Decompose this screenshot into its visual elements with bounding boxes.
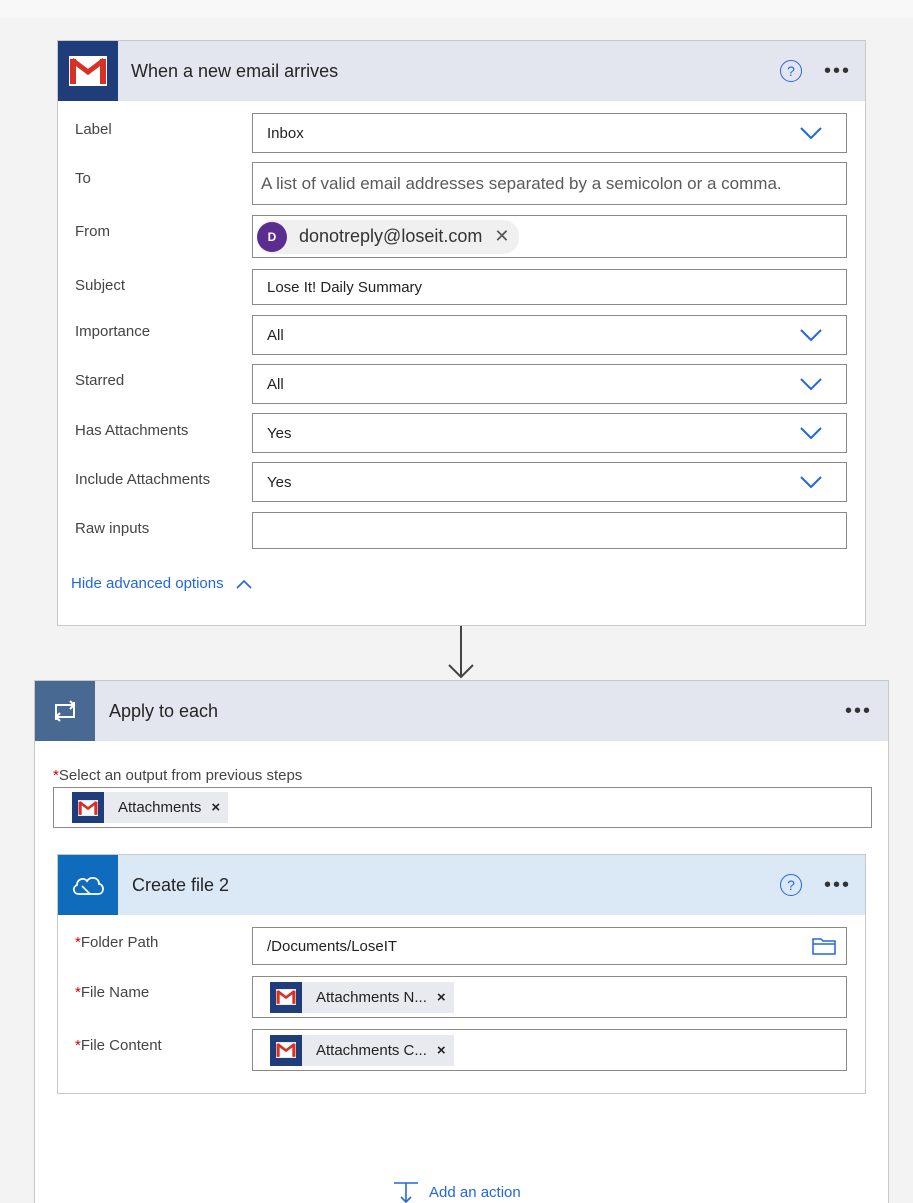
- subject-field-label: Subject: [75, 277, 126, 294]
- avatar: D: [257, 222, 287, 252]
- create-file-title: Create file 2: [132, 874, 230, 895]
- attachments-name-token-text: Attachments N...: [316, 988, 427, 1006]
- add-action-label: Add an action: [429, 1183, 521, 1201]
- apply-to-each-card: [34, 680, 889, 1203]
- attachments-token[interactable]: [72, 792, 228, 823]
- trigger-header[interactable]: [58, 41, 865, 101]
- gmail-icon: [72, 792, 104, 823]
- onedrive-icon-box: [58, 855, 118, 915]
- to-field-label: To: [75, 170, 91, 187]
- apply-to-each-header[interactable]: [35, 681, 888, 741]
- attachments-content-token[interactable]: [270, 1035, 454, 1066]
- trigger-title: When a new email arrives: [131, 60, 339, 81]
- has-attachments-row: [58, 413, 865, 453]
- more-options-icon[interactable]: •••: [823, 60, 851, 82]
- include-attachments-row: [58, 462, 865, 502]
- label-row: [58, 113, 865, 153]
- onedrive-icon: [70, 873, 106, 897]
- loop-icon: [50, 700, 80, 722]
- chevron-down-icon: [800, 127, 822, 139]
- required-mark: *: [53, 767, 59, 784]
- from-row: [58, 215, 865, 258]
- importance-field-label: Importance: [75, 323, 151, 340]
- file-content-input[interactable]: [252, 1029, 847, 1071]
- chevron-down-icon: [800, 329, 822, 341]
- add-action-icon: [393, 1181, 419, 1203]
- folder-path-label: *Folder Path: [75, 934, 159, 951]
- gmail-icon: [270, 982, 302, 1013]
- has-attachments-dropdown[interactable]: [252, 413, 847, 453]
- to-row: [58, 162, 865, 205]
- more-options-icon[interactable]: •••: [823, 874, 851, 896]
- label-value: Inbox: [267, 124, 304, 142]
- remove-token-icon[interactable]: ×: [436, 1041, 446, 1059]
- raw-inputs-input[interactable]: [252, 512, 847, 549]
- email-token-text: donotreply@loseit.com: [299, 226, 483, 246]
- chevron-down-icon: [800, 427, 822, 439]
- add-action-button[interactable]: [393, 1181, 521, 1203]
- starred-field-label: Starred: [75, 372, 125, 389]
- importance-dropdown[interactable]: [252, 315, 847, 355]
- hide-advanced-options-link[interactable]: [71, 575, 252, 592]
- select-output-label: [53, 767, 302, 784]
- to-input[interactable]: [252, 162, 847, 205]
- starred-row: [58, 364, 865, 404]
- starred-dropdown[interactable]: [252, 364, 847, 404]
- file-content-row: [58, 1029, 865, 1071]
- gmail-icon-box: [58, 41, 118, 101]
- starred-value: All: [267, 375, 284, 393]
- importance-value: All: [267, 326, 284, 344]
- from-field-label: From: [75, 223, 110, 240]
- apply-to-each-title: Apply to each: [109, 700, 219, 721]
- attachments-token-text: Attachments: [118, 799, 202, 816]
- remove-token-icon[interactable]: ×: [211, 799, 221, 816]
- from-input[interactable]: [252, 215, 847, 258]
- folder-path-value: /Documents/LoseIT: [267, 937, 398, 955]
- remove-token-icon[interactable]: ×: [436, 988, 446, 1006]
- file-content-label: *File Content: [75, 1037, 162, 1054]
- select-output-text: Select an output from previous steps: [58, 767, 303, 784]
- gmail-icon: [270, 1035, 302, 1066]
- include-attachments-value: Yes: [267, 473, 292, 491]
- include-attachments-dropdown[interactable]: [252, 462, 847, 502]
- include-attachments-field-label: Include Attachments: [75, 471, 211, 488]
- loop-icon-box: [35, 681, 95, 741]
- attachments-content-token-text: Attachments C...: [316, 1041, 427, 1059]
- subject-row: [58, 269, 865, 305]
- top-strip: [0, 0, 913, 18]
- label-dropdown[interactable]: [252, 113, 847, 153]
- chevron-up-icon: [236, 579, 252, 589]
- label-field-label: Label: [75, 121, 112, 138]
- remove-token-icon[interactable]: ✕: [494, 226, 510, 246]
- hide-advanced-options-label: Hide advanced options: [71, 575, 224, 592]
- email-token[interactable]: [257, 220, 519, 254]
- help-icon[interactable]: ?: [780, 60, 802, 82]
- subject-value: Lose It! Daily Summary: [267, 278, 423, 296]
- file-name-label: *File Name: [75, 984, 150, 1001]
- attachments-name-token[interactable]: [270, 982, 454, 1013]
- arrow-down-icon: [447, 626, 475, 680]
- chevron-down-icon: [800, 476, 822, 488]
- create-file-header[interactable]: [58, 855, 865, 915]
- folder-icon[interactable]: [812, 937, 836, 955]
- raw-inputs-field-label: Raw inputs: [75, 520, 150, 537]
- help-icon[interactable]: ?: [780, 874, 802, 896]
- to-placeholder: A list of valid email addresses separated by a semicolon or a comma.: [261, 173, 782, 193]
- folder-path-input[interactable]: [252, 927, 847, 965]
- chevron-down-icon: [800, 378, 822, 390]
- file-name-input[interactable]: [252, 976, 847, 1018]
- more-options-icon[interactable]: •••: [844, 700, 872, 722]
- importance-row: [58, 315, 865, 355]
- has-attachments-field-label: Has Attachments: [75, 422, 189, 439]
- folder-path-row: [58, 927, 865, 965]
- has-attachments-value: Yes: [267, 424, 292, 442]
- raw-inputs-row: [58, 512, 865, 549]
- file-name-row: [58, 976, 865, 1018]
- gmail-icon: [69, 56, 107, 86]
- create-file-card: [57, 854, 866, 1094]
- subject-input[interactable]: [252, 269, 847, 305]
- select-output-input[interactable]: [53, 787, 872, 828]
- trigger-card: [57, 40, 866, 626]
